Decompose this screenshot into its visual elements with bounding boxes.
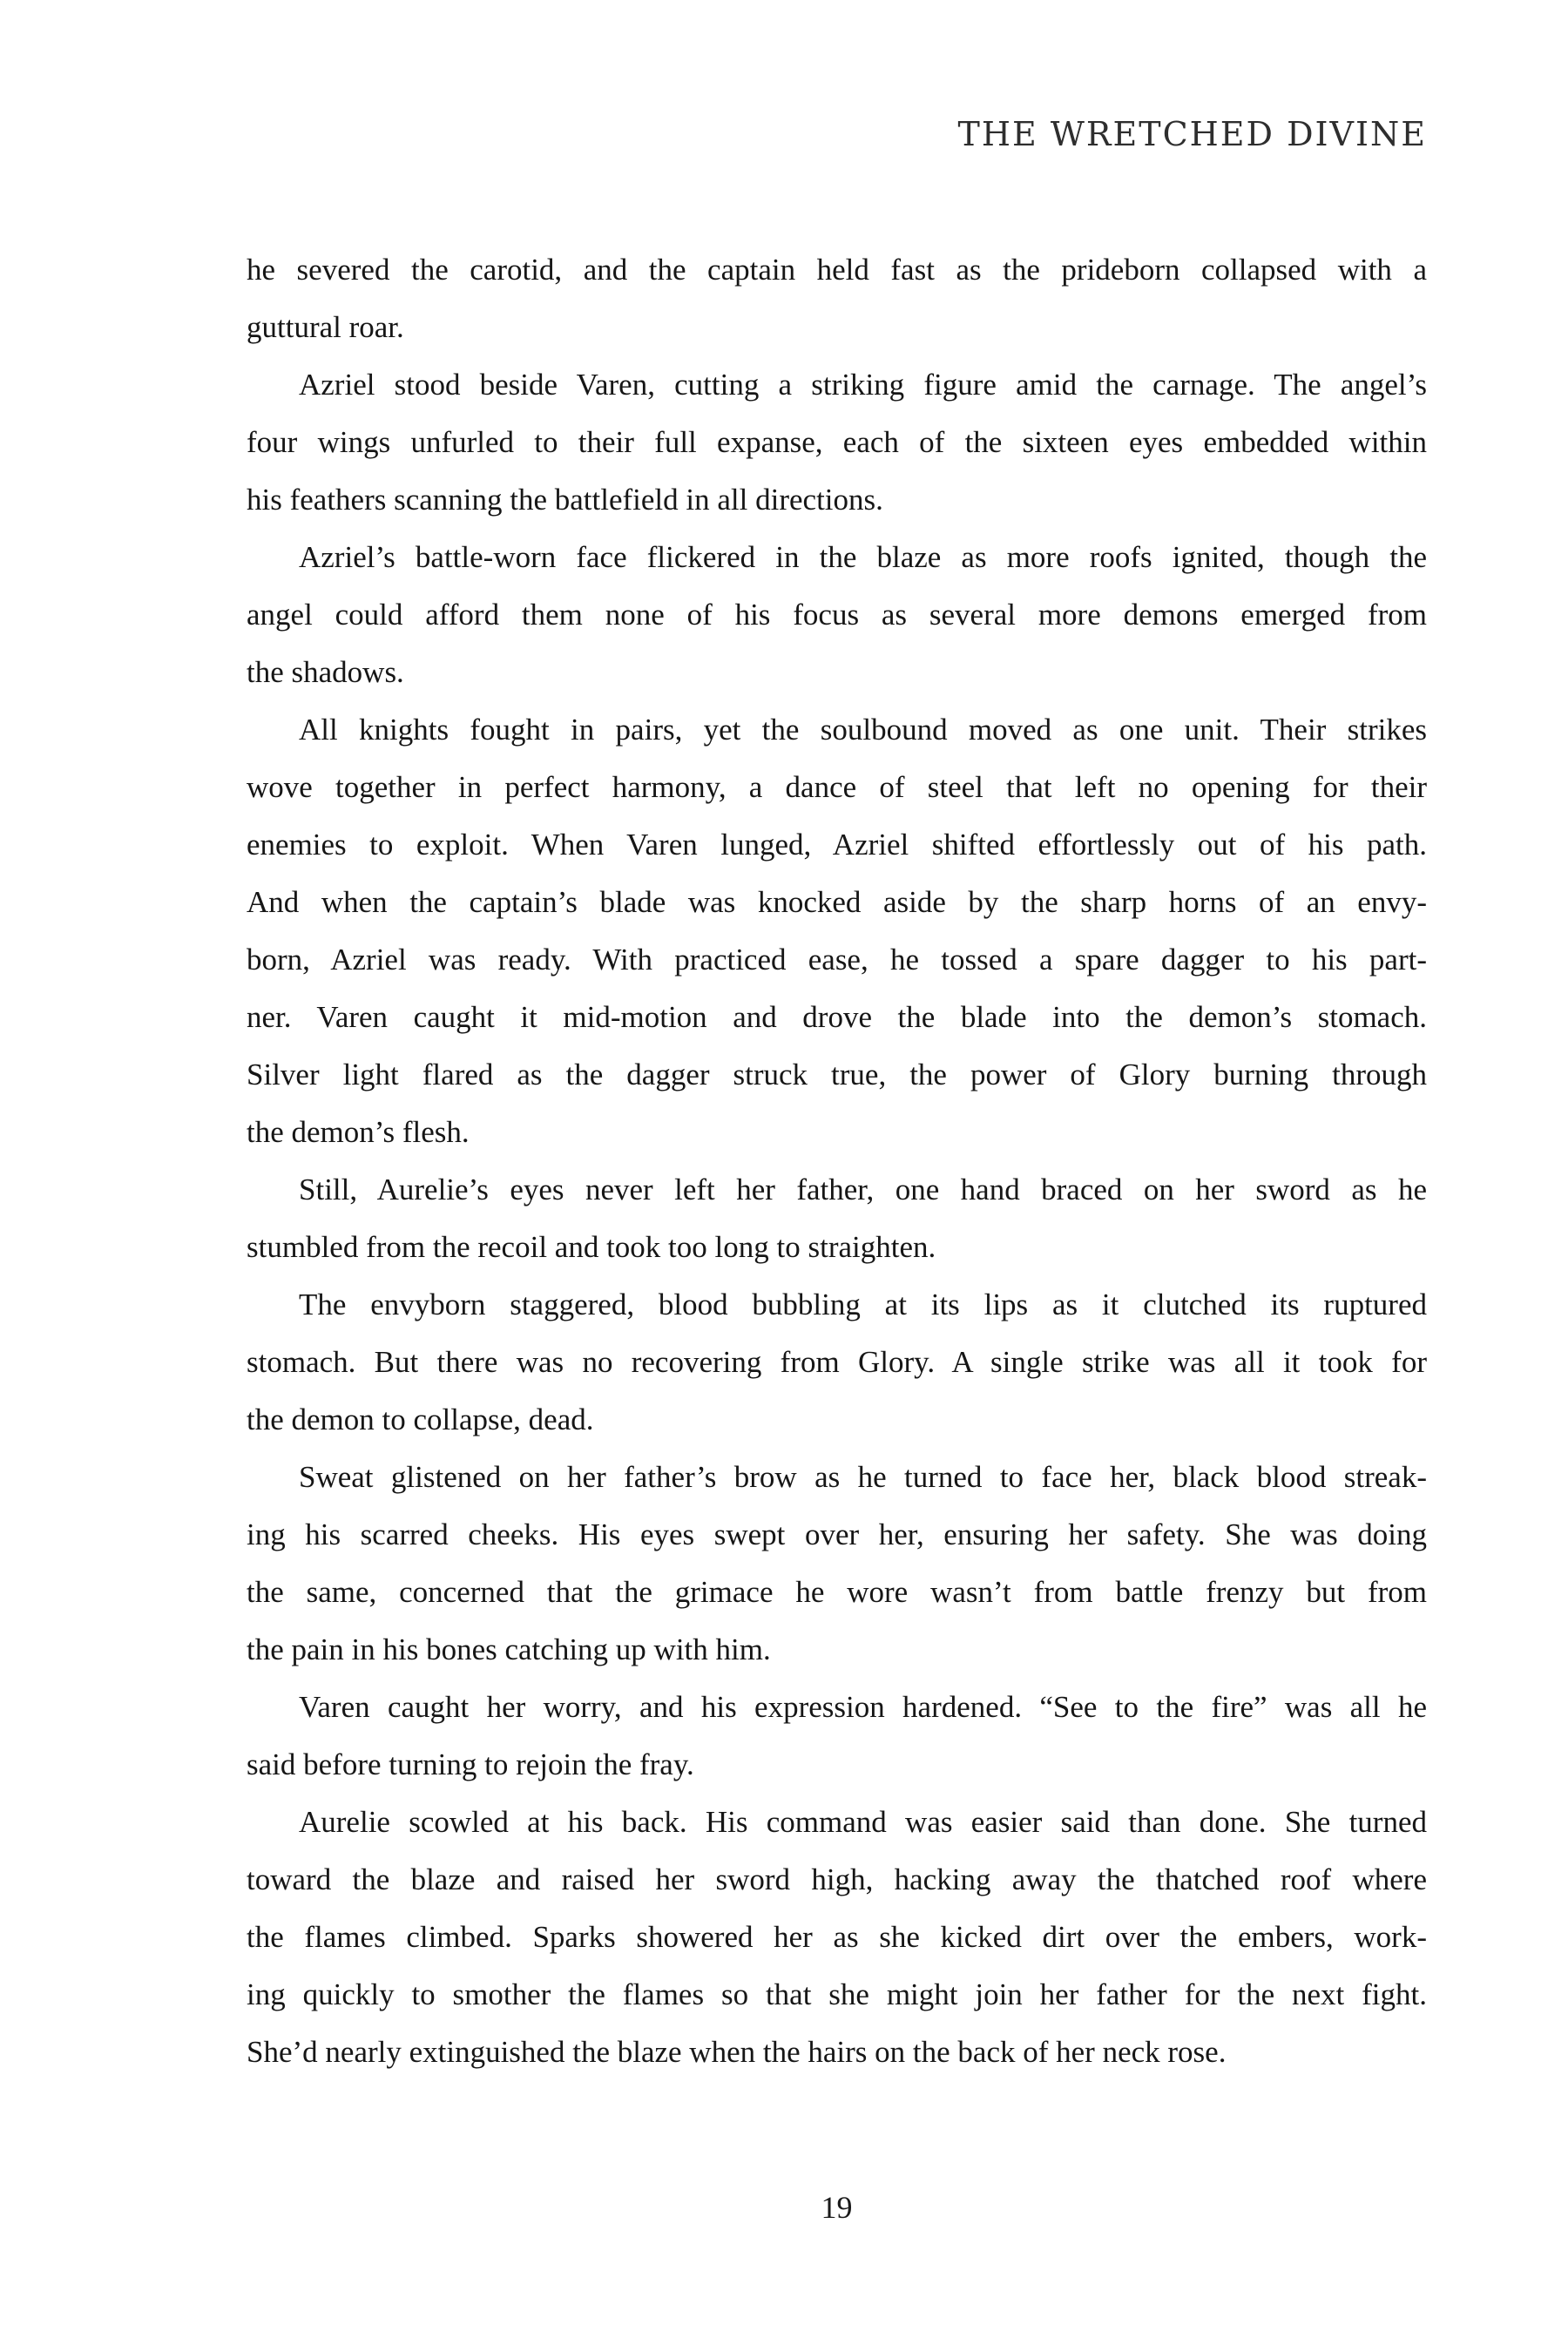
text-line: stumbled from the recoil and took too long to straighten. [247,1230,936,1264]
paragraph [247,701,1427,1161]
running-header-title: THE WRETCHED DIVINE [957,115,1427,153]
text-line: Aurelie scowled at his back. His command was easier said than done. She turned [299,1805,1427,1839]
text-line: enemies to exploit. When Varen lunged, Azriel shifted effortlessly out of his path. [247,828,1427,862]
body-text [247,241,1427,2081]
text-line: he severed the carotid, and the captain held fast as the prideborn collapsed with a [247,253,1427,287]
text-line: ner. Varen caught it mid-motion and drove the blade into the demon’s stomach. [247,1000,1427,1034]
paragraph [247,1161,1427,1276]
text-line: toward the blaze and raised her sword high, hacking away the thatched roof where [247,1862,1427,1896]
paragraph [247,1449,1427,1679]
text-line: born, Azriel was ready. With practiced ease, he tossed a spare dagger to his part- [247,943,1427,977]
paragraph [247,1794,1427,2081]
text-line: She’d nearly extinguished the blaze when the hairs on the back of her neck rose. [247,2035,1227,2069]
text-line: the pain in his bones catching up with him. [247,1632,771,1666]
text-line: ing quickly to smother the flames so that she might join her father for the next fight. [247,1977,1427,2011]
text-line: the shadows. [247,655,404,689]
text-line: Varen caught her worry, and his expression hardened. “See to the fire” was all he [299,1690,1427,1724]
text-line: said before turning to rejoin the fray. [247,1747,694,1781]
text-line: ing his scarred cheeks. His eyes swept over her, ensuring her safety. She was doing [247,1517,1427,1551]
text-line: The envyborn staggered, blood bubbling at its lips as it clutched its ruptured [299,1288,1427,1321]
text-line: Sweat glistened on her father’s brow as he turned to face her, black blood streak- [299,1460,1427,1494]
paragraph [247,1276,1427,1449]
paragraph [247,241,1427,356]
text-line: stomach. But there was no recovering from Glory. A single strike was all it took for [247,1345,1427,1379]
text-line: And when the captain’s blade was knocked aside by the sharp horns of an envy- [247,885,1427,919]
text-line: Silver light flared as the dagger struck true, the power of Glory burning through [247,1058,1427,1092]
paragraph [247,1679,1427,1794]
text-line: the same, concerned that the grimace he wore wasn’t from battle frenzy but from [247,1575,1427,1609]
text-line: wove together in perfect harmony, a dance of steel that left no opening for their [247,770,1427,804]
text-line: the demon to collapse, dead. [247,1402,594,1436]
text-line: his feathers scanning the battlefield in all directions. [247,483,883,517]
text-line: Azriel’s battle-worn face flickered in the blaze as more roofs ignited, though the [299,540,1427,574]
paragraph [247,356,1427,529]
text-line: All knights fought in pairs, yet the soulbound moved as one unit. Their strikes [299,713,1427,747]
paragraph [247,529,1427,701]
page-number: 19 [821,2190,853,2225]
text-line: Azriel stood beside Varen, cutting a striking figure amid the carnage. The angel’s [299,368,1427,402]
text-line: four wings unfurled to their full expanse, each of the sixteen eyes embedded within [247,425,1427,459]
text-line: the demon’s flesh. [247,1115,470,1149]
text-line: Still, Aurelie’s eyes never left her father, one hand braced on her sword as he [299,1173,1427,1206]
text-line: guttural roar. [247,310,404,344]
text-line: angel could afford them none of his focus as several more demons emerged from [247,598,1427,632]
text-line: the flames climbed. Sparks showered her as she kicked dirt over the embers, work- [247,1920,1427,1954]
